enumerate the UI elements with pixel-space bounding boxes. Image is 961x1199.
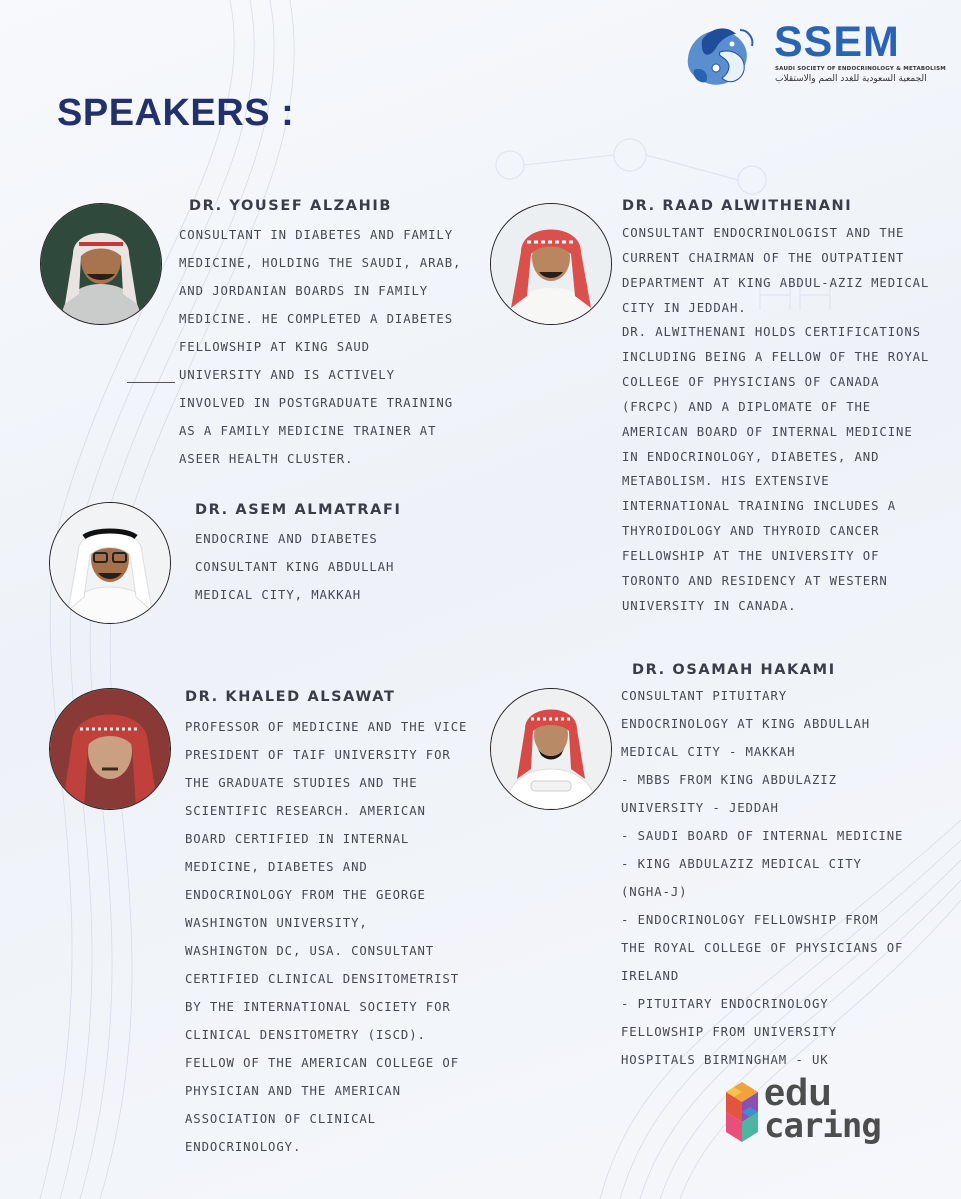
bio-line: DR. ALWITHENANI HOLDS CERTIFICATIONS [622, 325, 921, 340]
bio-line: WASHINGTON UNIVERSITY, [185, 916, 368, 930]
ssem-logo-icon [680, 18, 764, 96]
speaker-photo-yousef [40, 203, 162, 325]
bio-line: FELLOWSHIP AT KING SAUD [179, 340, 370, 354]
bio-line: UNIVERSITY IN CANADA. [622, 598, 797, 613]
bio-line: BOARD CERTIFIED IN INTERNAL [185, 832, 410, 846]
bio-line: PROFESSOR OF MEDICINE AND THE VICE [185, 720, 468, 734]
bio-line: - SAUDI BOARD OF INTERNAL MEDICINE [621, 829, 904, 843]
bio-line: CONSULTANT ENDOCRINOLOGIST AND THE [622, 226, 905, 240]
speaker-bio-raad [622, 221, 929, 619]
portrait-khaled-alsawat [50, 689, 170, 809]
page-title: SPEAKERS : [57, 92, 295, 134]
bio-line: CONSULTANT IN DIABETES AND FAMILY [179, 228, 454, 242]
bio-line: FELLOWSHIP FROM UNIVERSITY [621, 1025, 837, 1039]
educaring-logo [722, 1072, 922, 1146]
speaker-photo-raad [490, 203, 612, 325]
bio-line: FELLOWSHIP AT THE UNIVERSITY OF [622, 548, 880, 563]
speaker-name: DR. YOUSEF ALZAHIB [189, 198, 392, 214]
bio-line: MEDICINE, DIABETES AND [185, 860, 368, 874]
portrait-raad-alwithenani [491, 204, 611, 324]
bio-line: - ENDOCRINOLOGY FELLOWSHIP FROM [621, 913, 879, 927]
bio-line: - PITUITARY ENDOCRINOLOGY [621, 997, 829, 1011]
bio-line: INCLUDING BEING A FELLOW OF THE ROYAL [622, 350, 930, 365]
bio-line: (FRCPC) AND A DIPLOMATE OF THE [622, 399, 872, 414]
speaker-name: DR. ASEM ALMATRAFI [195, 502, 402, 518]
speaker-photo-asem [49, 502, 171, 624]
bio-line: SCIENTIFIC RESEARCH. AMERICAN [185, 804, 426, 818]
bio-line: THE ROYAL COLLEGE OF PHYSICIANS OF [621, 941, 904, 955]
bio-line: ENDOCRINOLOGY AT KING ABDULLAH [621, 717, 871, 731]
sponsor-line2: caring [764, 1106, 881, 1146]
bio-line: MEDICINE, HOLDING THE SAUDI, ARAB, [179, 256, 462, 270]
bio-line: ENDOCRINE AND DIABETES [195, 532, 378, 546]
bio-line: UNIVERSITY AND IS ACTIVELY [179, 368, 395, 382]
ssem-logo [680, 18, 946, 98]
bio-line: HOSPITALS BIRMINGHAM - UK [621, 1053, 829, 1067]
bio-line: CURRENT CHAIRMAN OF THE OUTPATIENT [622, 250, 905, 265]
bio-line: FELLOW OF THE AMERICAN COLLEGE OF [185, 1056, 460, 1070]
portrait-asem-almatrafi [50, 503, 170, 623]
bio-line: WASHINGTON DC, USA. CONSULTANT [185, 944, 435, 958]
speaker-bio-khaled [185, 713, 467, 1161]
bio-line: IRELAND [621, 969, 680, 983]
bio-line: (NGHA-J) [621, 885, 688, 899]
bio-line: ASEER HEALTH CLUSTER. [179, 452, 354, 466]
bio-line: METABOLISM. HIS EXTENSIVE [622, 474, 830, 489]
speaker-bio-osamah [621, 682, 903, 1074]
bio-line: DEPARTMENT AT KING ABDUL-AZIZ MEDICAL [622, 275, 930, 290]
bio-line: ENDOCRINOLOGY FROM THE GEORGE [185, 888, 426, 902]
bio-line: IN ENDOCRINOLOGY, DIABETES, AND [622, 449, 880, 464]
bio-line: AND JORDANIAN BOARDS IN FAMILY [179, 284, 429, 298]
bio-line: INTERNATIONAL TRAINING INCLUDES A [622, 499, 897, 514]
bio-line: UNIVERSITY - JEDDAH [621, 801, 779, 815]
bio-line: MEDICINE. HE COMPLETED A DIABETES [179, 312, 454, 326]
educaring-cube-icon [722, 1080, 762, 1146]
speaker-photo-khaled [49, 688, 171, 810]
bio-line: CONSULTANT PITUITARY [621, 689, 788, 703]
speaker-photo-osamah [490, 688, 612, 810]
bio-line: CITY IN JEDDAH. [622, 300, 747, 315]
bio-line: COLLEGE OF PHYSICIANS OF CANADA [622, 375, 880, 390]
portrait-osamah-hakami [491, 689, 611, 809]
speaker-name: DR. OSAMAH HAKAMI [632, 662, 836, 678]
bio-line: AS A FAMILY MEDICINE TRAINER AT [179, 424, 437, 438]
logo-subtitle-en: SAUDI SOCIETY OF ENDOCRINOLOGY & METABOLISM [775, 66, 946, 72]
bio-line: PRESIDENT OF TAIF UNIVERSITY FOR [185, 748, 451, 762]
divider-line [127, 382, 175, 383]
bio-line: MEDICAL CITY - MAKKAH [621, 745, 796, 759]
speaker-name: DR. KHALED ALSAWAT [185, 689, 396, 705]
speaker-bio-yousef [179, 221, 461, 473]
logo-subtitle-ar: الجمعية السعودية للغدد الصم والاستقلاب [775, 74, 927, 84]
bio-line: PHYSICIAN AND THE AMERICAN [185, 1084, 401, 1098]
bio-line: CONSULTANT KING ABDULLAH [195, 560, 395, 574]
bio-line: BY THE INTERNATIONAL SOCIETY FOR [185, 1000, 451, 1014]
bio-line: CLINICAL DENSITOMETRY (ISCD). [185, 1028, 426, 1042]
speaker-bio-asem [195, 525, 394, 609]
bio-line: MEDICAL CITY, MAKKAH [195, 588, 362, 602]
speaker-name: DR. RAAD ALWITHENANI [622, 198, 853, 214]
bio-line: ASSOCIATION OF CLINICAL [185, 1112, 376, 1126]
bio-line: THE GRADUATE STUDIES AND THE [185, 776, 418, 790]
bio-line: ENDOCRINOLOGY. [185, 1140, 302, 1154]
bio-line: AMERICAN BOARD OF INTERNAL MEDICINE [622, 424, 913, 439]
bio-line: CERTIFIED CLINICAL DENSITOMETRIST [185, 972, 460, 986]
bio-line: THYROIDOLOGY AND THYROID CANCER [622, 524, 880, 539]
bio-line: TORONTO AND RESIDENCY AT WESTERN [622, 573, 888, 588]
portrait-yousef-alzahib [41, 204, 161, 324]
bio-line: - MBBS FROM KING ABDULAZIZ [621, 773, 837, 787]
bio-line: - KING ABDULAZIZ MEDICAL CITY [621, 857, 862, 871]
bio-line: INVOLVED IN POSTGRADUATE TRAINING [179, 396, 454, 410]
logo-name: SSEM [774, 18, 900, 66]
sponsor-line1: edu [764, 1072, 832, 1114]
